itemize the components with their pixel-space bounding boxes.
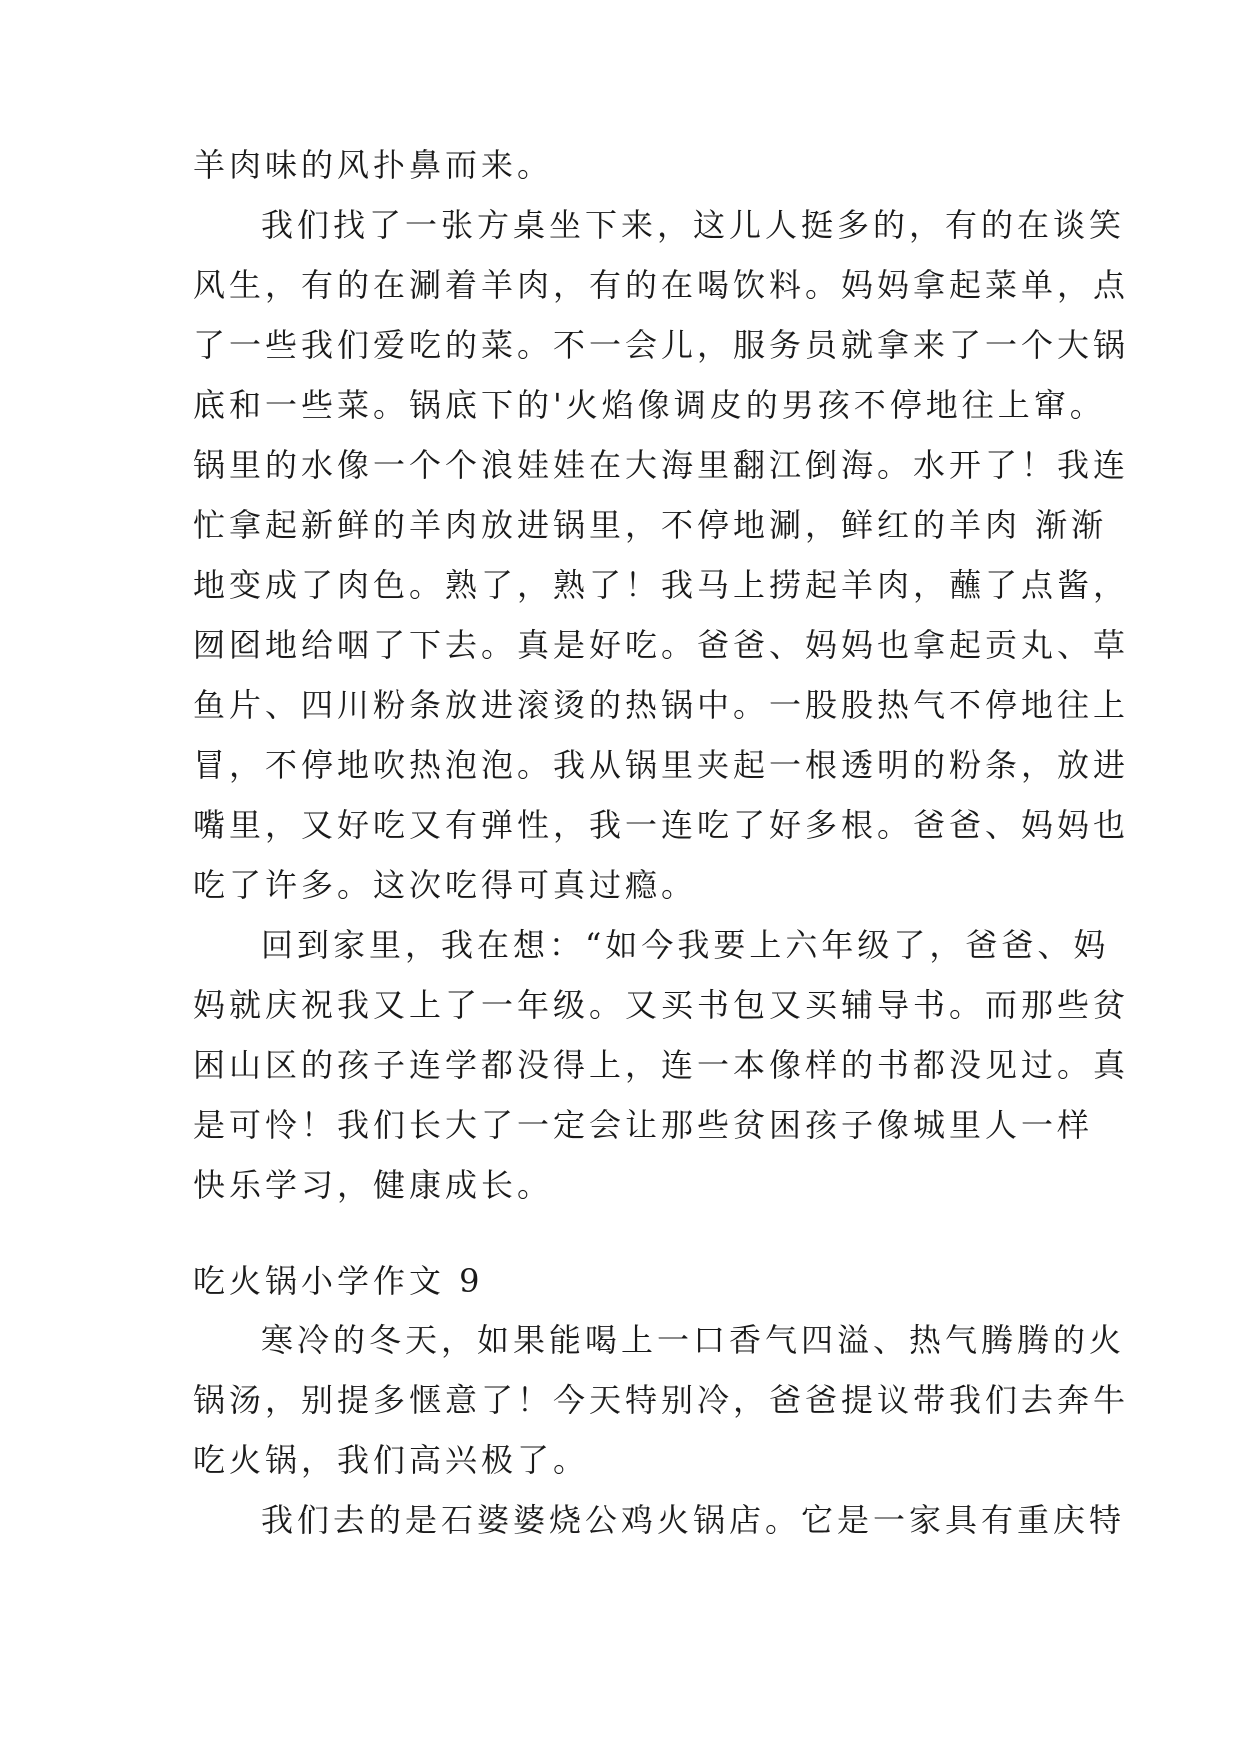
text-line: 鱼片、四川粉条放进滚烫的热锅中。一股股热气不停地往上 [193, 686, 1130, 724]
section-title [193, 1251, 1050, 1311]
paragraph [193, 1490, 1126, 1550]
text-line: 是可怜！我们长大了一定会让那些贫困孩子像城里人一样 [193, 1106, 1094, 1144]
continuation-text [193, 135, 1050, 195]
text-line: 锅里的水像一个个浪娃娃在大海里翻江倒海。水开了！我连 [193, 446, 1130, 484]
paragraph [193, 1310, 1130, 1490]
text-line: 我们去的是石婆婆烧公鸡火锅店。它是一家具有重庆特 [261, 1501, 1126, 1539]
section-title-text: 吃火锅小学作文 9 [193, 1262, 484, 1300]
text-line: 我们找了一张方桌坐下来，这儿人挺多的，有的在谈笑 [261, 206, 1126, 244]
text-line: 寒冷的冬天，如果能喝上一口香气四溢、热气腾腾的火 [261, 1321, 1126, 1359]
text-line: 吃了许多。这次吃得可真过瘾。 [193, 866, 698, 904]
text-line: 忙拿起新鲜的羊肉放进锅里，不停地涮，鲜红的羊肉 渐渐 [193, 506, 1108, 544]
text-line: 底和一些菜。锅底下的'火焰像调皮的男孩不停地往上窜。 [193, 386, 1106, 424]
text-line: 回到家里，我在想：“如今我要上六年级了，爸爸、妈 [261, 926, 1110, 964]
text-line: 了一些我们爱吃的菜。不一会儿，服务员就拿来了一个大锅 [193, 326, 1130, 364]
text-line: 吃火锅，我们高兴极了。 [193, 1441, 590, 1479]
text-line: 囫囵地给咽了下去。真是好吃。爸爸、妈妈也拿起贡丸、草 [193, 626, 1130, 664]
text-line: 妈就庆祝我又上了一年级。又买书包又买辅导书。而那些贫 [193, 986, 1130, 1024]
text-line: 快乐学习，健康成长。 [193, 1166, 554, 1204]
paragraph [193, 195, 1130, 915]
text-line: 嘴里，又好吃又有弹性，我一连吃了好多根。爸爸、妈妈也 [193, 806, 1130, 844]
text-line: 困山区的孩子连学都没得上，连一本像样的书都没见过。真 [193, 1046, 1130, 1084]
text-line: 锅汤，别提多惬意了！今天特别冷，爸爸提议带我们去奔牛 [193, 1381, 1130, 1419]
paragraph [193, 915, 1130, 1215]
text-line: 地变成了肉色。熟了，熟了！我马上捞起羊肉，蘸了点酱， [193, 566, 1130, 604]
text-line: 羊肉味的风扑鼻而来。 [193, 146, 554, 184]
text-line: 冒，不停地吹热泡泡。我从锅里夹起一根透明的粉条，放进 [193, 746, 1130, 784]
text-line: 风生，有的在涮着羊肉，有的在喝饮料。妈妈拿起菜单，点 [193, 266, 1130, 304]
